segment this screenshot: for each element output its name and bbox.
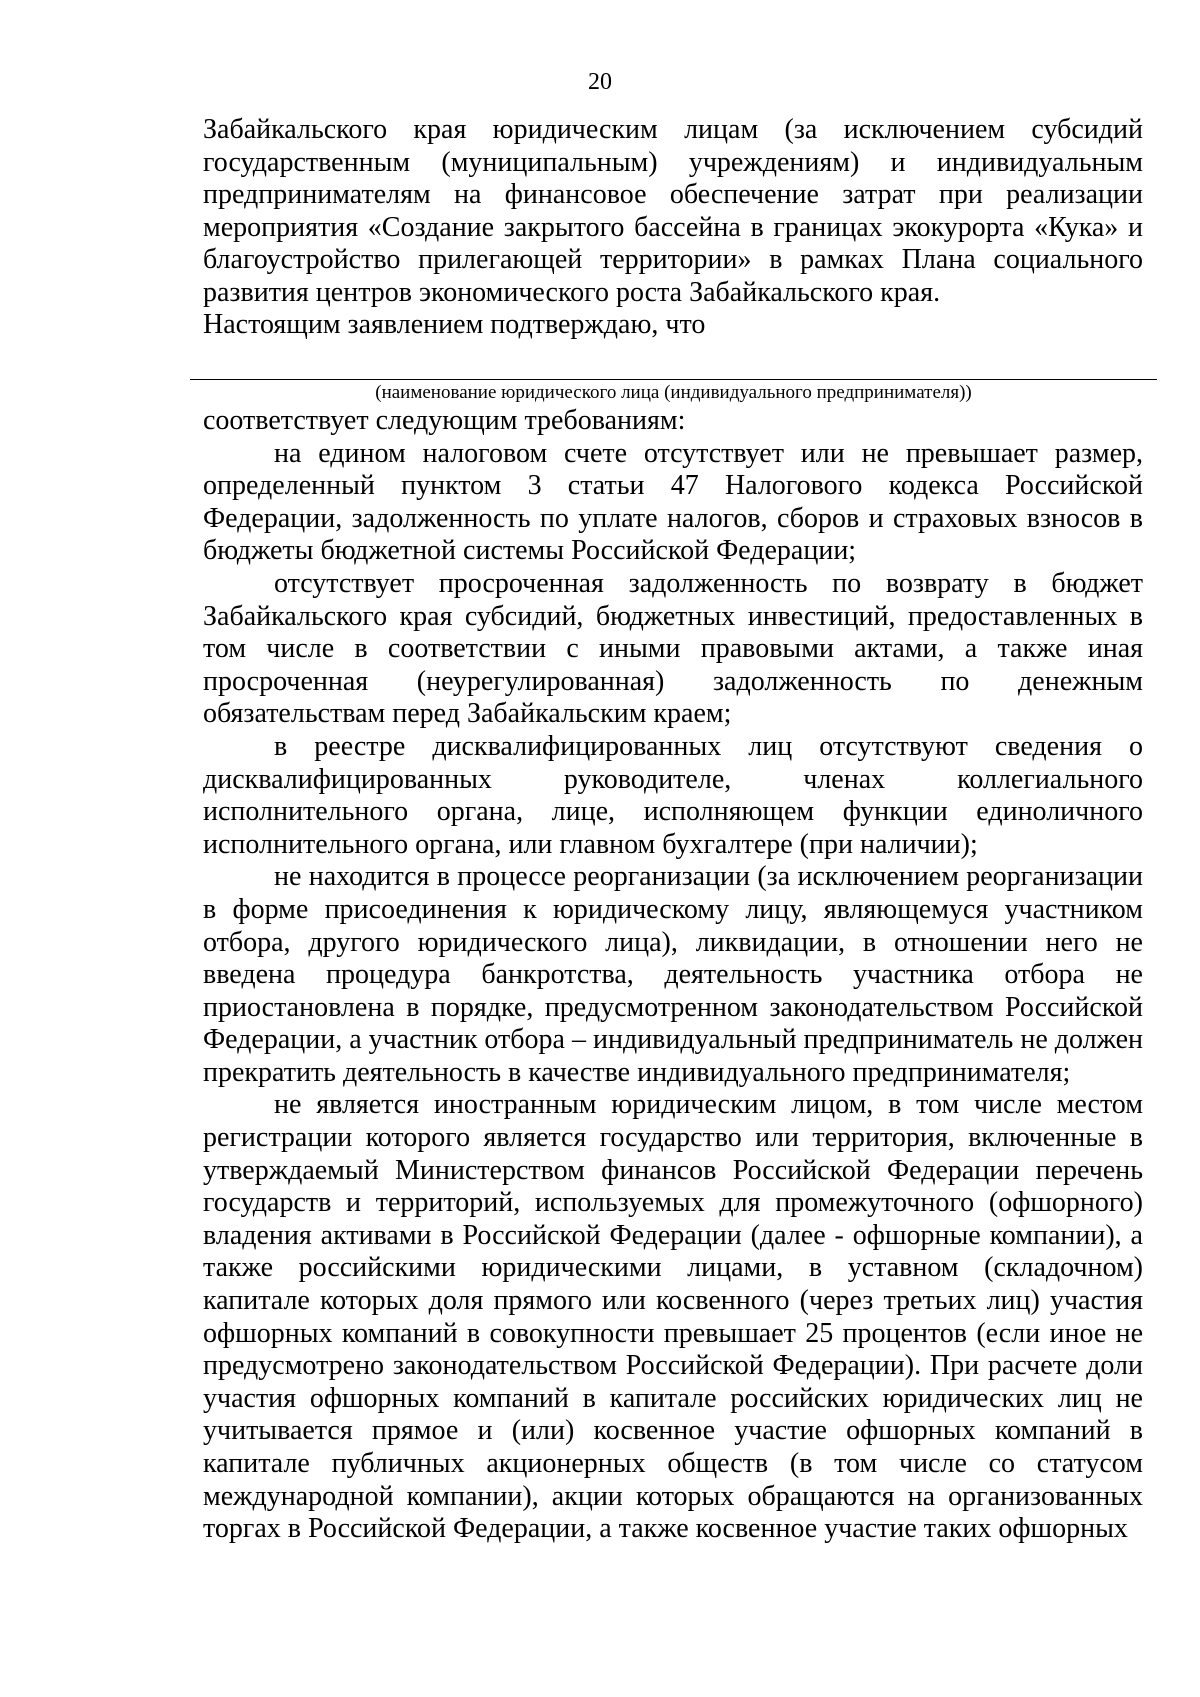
applicant-name-line [190, 379, 1157, 380]
page-number: 20 [588, 69, 612, 95]
requirement-item: отсутствует просроченная задолженность по возврату в бюджет Забайкальского края субсидий, бюджетных инвестиций, предоставленных в том числе в соответствии с иными правовыми актами, а также иная просроченная (неурегулированная) задолженность по денежным обязательствам перед Забайкальским краем; [203, 567, 1143, 730]
requirements-section [203, 405, 1143, 1546]
confirm-paragraph [203, 309, 1143, 342]
confirm-text: Настоящим заявлением подтверждаю, что [203, 309, 706, 340]
requirement-item: в реестре дисквалифицированных лиц отсутствуют сведения о дисквалифицированных руководителе, членах коллегиального исполнительного органа, лице, исполняющем функции единоличного исполнительного органа, или главном бухгалтере (при наличии); [203, 730, 1143, 860]
requirement-item: на едином налоговом счете отсутствует или не превышает размер, определенный пунктом 3 статьи 47 Налогового кодекса Российской Федерации, задолженность по уплате налогов, сборов и страховых взносов в бюджеты бюджетной системы Российской Федерации; [203, 437, 1143, 567]
requirement-item: не является иностранным юридическим лицом, в том числе местом регистрации которого является государство или территория, включенные в утверждаемый Министерством финансов Российской Федерации перечень государств и территорий, используемых для промежуточного (офшорного) владения активами в Российской Федерации (далее - офшорные компании), а также российскими юридическими лицами, в уставном (складочном) капитале которых доля прямого или косвенного (через третьих лиц) участия офшорных компаний в совокупности превышает 25 процентов (если иное не предусмотрено законодательством Российской Федерации). При расчете доли участия офшорных компаний в капитале российских юридических лиц не учитывается прямое и (или) косвенное участие офшорных компаний в капитале публичных акционерных обществ (в том числе со статусом международной компании), акции которых обращаются на организованных торгах в Российской Федерации, а также косвенное участие таких офшорных [203, 1089, 1143, 1545]
requirements-intro: соответствует следующим требованиям: [203, 405, 686, 436]
intro-paragraph [203, 114, 1143, 310]
applicant-name-caption: (наименование юридического лица (индивидуального предпринимателя)) [375, 382, 972, 403]
intro-text: Забайкальского края юридическим лицам (за исключением субсидий государственным (муниципальным) учреждениям) и индивидуальным предпринимателям на финансовое обеспечение затрат при реализации мероприятия «Создание закрытого бассейна в границах экокурорта «Кука» и благоустройство прилегающей территории» в рамках Плана социального развития центров экономического роста Забайкальского края. [203, 114, 1143, 308]
requirement-item: не находится в процессе реорганизации (за исключением реорганизации в форме присоединения к юридическому лицу, являющемуся участником отбора, другого юридического лица), ликвидации, в отношении него не введена процедура банкротства, деятельность участника отбора не приостановлена в порядке, предусмотренном законодательством Российской Федерации, а участник отбора – индивидуальный предприниматель не должен прекратить деятельность в качестве индивидуального предпринимателя; [203, 861, 1143, 1088]
